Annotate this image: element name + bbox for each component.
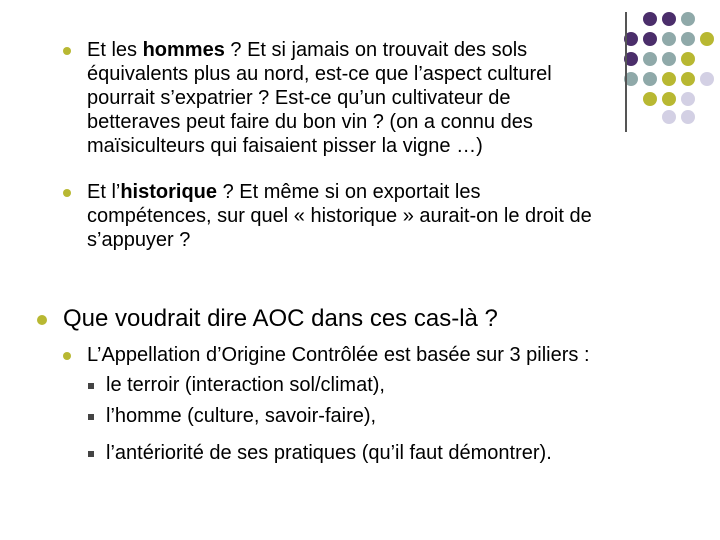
para1-bold: hommes [142,39,225,61]
pillar-text: le terroir (interaction sol/climat), [106,374,385,396]
paragraph-hommes [87,38,647,158]
dot-lavender [681,92,695,106]
heading-aoc: Que voudrait dire AOC dans ces cas-là ? [63,305,498,332]
para1-prefix: Et les [87,39,143,61]
dot-lavender [700,72,714,86]
dot-olive [662,92,676,106]
para1-rest: ? Et si jamais on trouvait des sols équivalents plus au nord, est-ce que l’aspect culturel pourrait s’expatrier ? Est-ce qu’un cultivateur de betteraves peut faire du bon vin ? (on a connu des maïsiculteurs qui faisaient pisser la vigne …) [87,39,552,157]
dot-olive [681,52,695,66]
para2-prefix: Et l’ [87,181,121,203]
dot-lavender [681,110,695,124]
pillar-text: l’antériorité de ses pratiques (qu’il faut démontrer). [106,442,552,464]
square-bullet-icon [88,383,94,389]
square-bullet-icon [88,414,94,420]
dot-purple [643,12,657,26]
dot-row-1 [643,12,695,26]
dot-purple [662,12,676,26]
dot-olive [681,72,695,86]
olive-dot-icon [63,352,71,360]
paragraph-piliers: L’Appellation d’Origine Contrôlée est basée sur 3 piliers : [87,344,590,366]
dot-row-5 [643,92,695,106]
para2-rest: ? Et même si on exportait les compétences, sur quel « historique » aurait-on le droit de s’appuyer ? [87,181,592,251]
dot-row-6 [662,110,695,124]
olive-dot-icon [63,47,71,55]
para2-bold: historique [120,181,218,203]
paragraph-historique [87,180,707,252]
dot-teal [662,32,676,46]
pillar-text: l’homme (culture, savoir-faire), [106,405,377,427]
dot-teal [662,52,676,66]
dot-olive [662,72,676,86]
dot-olive [700,32,714,46]
dot-teal [681,12,695,26]
dot-lavender [662,110,676,124]
square-bullet-icon [88,451,94,457]
dot-teal [681,32,695,46]
olive-dot-icon [37,315,47,325]
olive-dot-icon [63,189,71,197]
